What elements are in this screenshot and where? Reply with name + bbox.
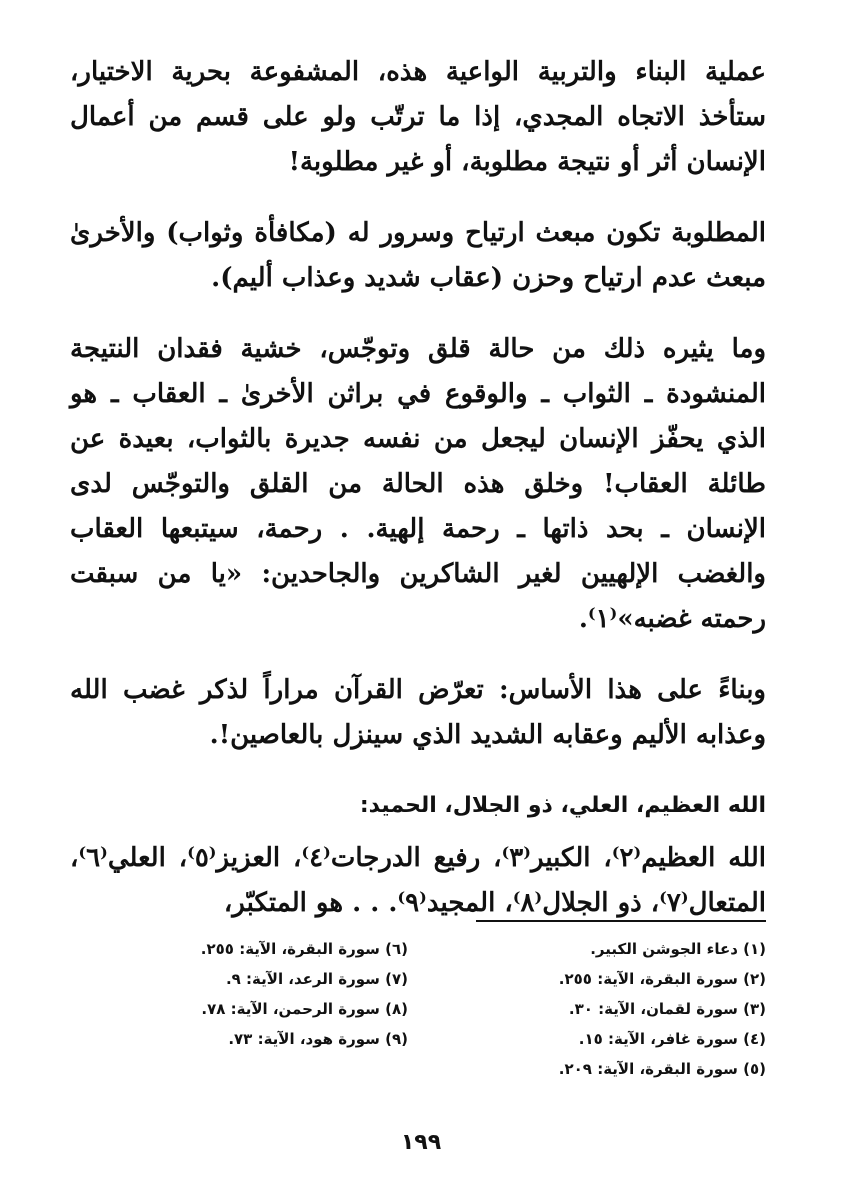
page-number: ١٩٩: [400, 1130, 442, 1155]
footnote-item: (٩) سورة هود، الآية: ٧٣.: [228, 1030, 408, 1048]
footnote-item: (٣) سورة لقمان، الآية: ٣٠.: [568, 1000, 766, 1018]
footnotes-left-column: [70, 934, 428, 1084]
footnote-item: (٥) سورة البقرة، الآية: ٢٠٩.: [558, 1060, 766, 1078]
footnotes: [70, 934, 766, 1084]
paragraph-5: الله العظيم⁽٢⁾، الكبير⁽٣⁾، رفيع الدرجات⁽٤⁾، العزيز⁽٥⁾، العلي⁽٦⁾، المتعال⁽٧⁾، ذو الجلال⁽٨⁾، المجيد⁽٩⁾. . . هو المتكبّر،: [70, 843, 766, 918]
footnote-divider: [476, 920, 766, 922]
paragraph-4: وبناءً على هذا الأساس: تعرّض القرآن مراراً لذكر غضب الله وعذابه الأليم وعقابه الشديد الذي سينزل بالعاصين!.: [70, 675, 766, 750]
footnotes-right-column: [428, 934, 766, 1084]
paragraph-3: وما يثيره ذلك من حالة قلق وتوجّس، خشية فقدان النتيجة المنشودة ـ الثواب ـ والوقوع في براثن الأخرىٰ ـ العقاب ـ هو الذي يحفّز الإنسان ليجعل من نفسه جديرة بالثواب، بعيدة عن طائلة العقاب! وخلق هذه الحالة من القلق والتوجّس لدى الإنسان ـ بحد ذاتها ـ رحمة إلهية. . رحمة، سيتبعها العقاب والغضب الإلهيين لغير الشاكرين والجاحدين: «يا من سبقت رحمته غضبه»⁽١⁾.: [70, 334, 766, 634]
paragraph-2: المطلوبة تكون مبعث ارتياح وسرور له (مكافأة وثواب) والأخرىٰ مبعث عدم ارتياح وحزن (عقاب شديد وعذاب أليم).: [70, 218, 766, 293]
footnote-item: (٧) سورة الرعد، الآية: ٩.: [225, 970, 408, 988]
footnote-item: (٦) سورة البقرة، الآية: ٢٥٥.: [200, 940, 408, 958]
footnote-item: (٢) سورة البقرة، الآية: ٢٥٥.: [558, 970, 766, 988]
section-heading: الله العظيم، العلي، ذو الجلال، الحميد:: [359, 793, 766, 818]
footnote-item: (٤) سورة غافر، الآية: ١٥.: [578, 1030, 766, 1048]
footnote-item: (١) دعاء الجوشن الكبير.: [590, 940, 766, 958]
paragraph-1: عملية البناء والتربية الواعية هذه، المشفوعة بحرية الاختيار، ستأخذ الاتجاه المجدي، إذا ما ترتّب ولو على قسم من أعمال الإنسان أثر أو نتيجة مطلوبة، أو غير مطلوبة!: [70, 57, 766, 177]
footnote-item: (٨) سورة الرحمن، الآية: ٧٨.: [201, 1000, 408, 1018]
book-page: [70, 50, 766, 1188]
